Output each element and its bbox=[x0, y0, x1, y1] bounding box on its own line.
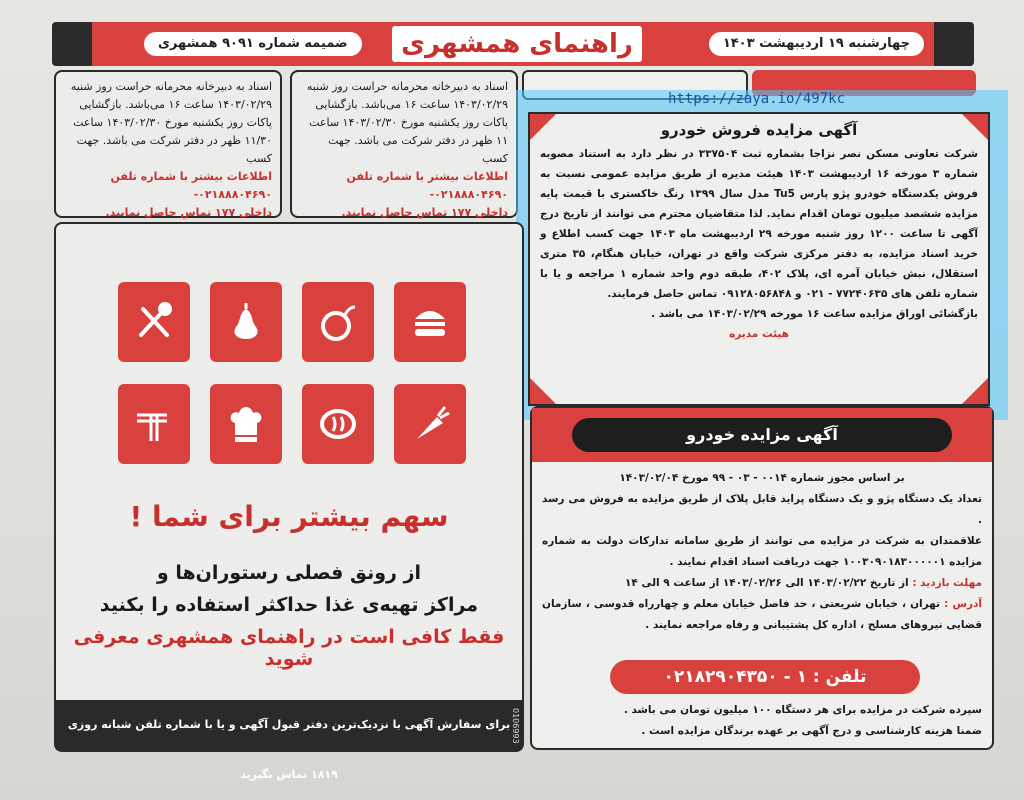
ad-line: پاکات روز یکشنبه مورخ ۱۴۰۳/۰۲/۳۰ ساعت bbox=[309, 116, 508, 129]
issue-date: چهارشنبه ۱۹ اردیبهشت ۱۴۰۳ bbox=[709, 32, 924, 56]
ad-content bbox=[542, 468, 982, 636]
tender-ad-middle bbox=[290, 70, 518, 218]
supplement-number: ضمیمه شماره ۹۰۹۱ همشهری bbox=[144, 32, 362, 56]
ad-line: داخلی ۱۷۷ تماس حاصل نمایند. bbox=[341, 206, 508, 219]
ad-closing: بازگشائی اوراق مزایده ساعت ۱۶ مورخه ۱۴۰۳/۰۲/۲۹ می باشد . bbox=[651, 308, 978, 320]
corner-ornament bbox=[530, 378, 556, 404]
pear-icon bbox=[210, 282, 282, 362]
ad-line: ۱۴۰۳/۰۲/۲۹ ساعت ۱۶ می‌باشد. بازگشایی bbox=[315, 98, 508, 111]
masthead bbox=[52, 22, 974, 66]
short-url-link[interactable]: https://zaya.io/497kc bbox=[668, 91, 846, 107]
promo-subline: مراکز تهیه‌ی غذا حداکثر استفاده را بکنید bbox=[99, 594, 479, 616]
masthead-logo: راهنمای همشهری bbox=[392, 26, 642, 62]
ad-code: 0106993 bbox=[511, 708, 520, 744]
ad-line: ۱۴۰۳/۰۲/۲۹ ساعت ۱۶ می‌باشد. بازگشایی bbox=[79, 98, 272, 111]
noodles-icon bbox=[118, 384, 190, 464]
ad-paragraph: تعداد یک دستگاه پژو و یک دستگاه پراید قابل پلاک از طریق مزایده به فروش می رسد . bbox=[542, 493, 982, 526]
masthead-cap-left bbox=[52, 22, 92, 66]
phone-badge: تلفن : ۱ - ۰۲۱۸۲۹۰۴۳۵۰ bbox=[610, 660, 920, 694]
ad-line: اسناد به دبیرخانه محرمانه حراست روز شنبه bbox=[306, 80, 508, 93]
bread-icon bbox=[302, 384, 374, 464]
ad-title: آگهی مزایده خودرو bbox=[572, 418, 952, 452]
ad-line: ۱۱ ظهر در دفتر شرکت می باشد. جهت کسب bbox=[328, 134, 508, 165]
ad-body: شرکت تعاونی مسکن نصر نزاجا بشماره ثبت ۳۳۷۵۰۴ در نظر دارد به استناد مصوبه شماره ۳ مورخه ۱۶ اردیبهشت ۱۴۰۳ هیئت مدیره از طریق مزایده عمومی نسبت به فروش یکدستگاه خودرو پژو پارس Tu5 مدل سال ۱۳۹۹ رنگ خاکستری با قیمت پایه مزایده ششصد میلیون تومان اقدام نماید. لذا متقاضیان محترم می توانند از تاریخ درج آگهی تا ساعت ۱۲۰۰ روز شنبه مورخه ۲۹ اردیبهشت ماه ۱۴۰۳ جهت کسب اطلاع و خرید اسناد مزایده، به دفتر مرکزی شرکت واقع در تهران، خیابان هنگام، ۳۵ متری استقلال، نبش خیابان آمره ای، پلاک ۴۰۲، طبقه دوم واحد شماره ۱ مراجعه و یا با شماره تلفن های ۷۷۲۴۰۶۳۵ - ۰۲۱ و ۰۹۱۲۸۰۵۶۸۴۸ تماس حاصل فرمایند. bbox=[540, 148, 979, 300]
promo-contact-bar: برای سفارش آگهی با نزدیک‌ترین دفتر قبول آگهی و یا با شماره تلفن شبانه روزی ۱۸۱۹ تماس بگیرید bbox=[56, 700, 522, 750]
promo-call-to-action: فقط کافی است در راهنمای همشهری معرفی شوید bbox=[73, 626, 505, 670]
food-icon-grid bbox=[118, 282, 464, 464]
restaurant-promo-ad bbox=[54, 222, 524, 781]
ad-signature: هیئت مدیره bbox=[729, 328, 789, 340]
car-sale-auction-ad bbox=[528, 112, 990, 406]
permit-line: بر اساس مجوز شماره ۰۰۱۴ - ۰۳ - ۹۹ مورخ ۱۴۰۳/۰۲/۰۴ bbox=[619, 472, 905, 484]
promo-subline: از رونق فصلی رستوران‌ها و bbox=[156, 562, 422, 584]
address-label: آدرس : bbox=[944, 598, 982, 610]
deadline-line bbox=[542, 573, 982, 594]
ad-paragraph: علاقمندان به شرکت در مزایده می توانند از طریق سامانه تدارکات دولت به شماره مزایده ۱۰۰۳۰۹۰۱۸۳۰۰۰۰۰۱ جهت دریافت اسناد اقدام نمایند . bbox=[542, 535, 982, 568]
ad-line: ۱۱/۳۰ ظهر در دفتر شرکت می باشد. جهت کسب bbox=[76, 134, 272, 165]
ad-line: اسناد به دبیرخانه محرمانه حراست روز شنبه bbox=[70, 80, 272, 93]
cost-note: ضمنا هزینه کارشناسی و درج آگهی بر عهده برندگان مزایده است . bbox=[641, 725, 982, 737]
ad-footer bbox=[542, 700, 982, 742]
deadline-value: از تاریخ ۱۴۰۳/۰۲/۲۲ الی ۱۴۰۳/۰۲/۲۶ از ساعت ۹ الی ۱۴ bbox=[624, 577, 909, 589]
cutlery-icon bbox=[118, 282, 190, 362]
deadline-label: مهلت بازدید : bbox=[912, 577, 982, 589]
tender-ad-left bbox=[54, 70, 282, 218]
ad-line: اطلاعات بیشتر با شماره تلفن ۰۲۱۸۸۸۰۴۶۹۰- bbox=[346, 170, 508, 201]
deposit-note: سپرده شرکت در مزایده برای هر دستگاه ۱۰۰ میلیون تومان می باشد . bbox=[623, 704, 982, 716]
promo-headline: سهم بیشتر برای شما ! bbox=[129, 500, 449, 533]
bomb-icon bbox=[302, 282, 374, 362]
ad-title: آگهی مزایده فروش خودرو bbox=[660, 121, 858, 139]
ad-line: داخلی ۱۷۷ تماس حاصل نمایند. bbox=[105, 206, 272, 219]
ad-line: پاکات روز یکشنبه مورخ ۱۴۰۳/۰۲/۳۰ ساعت bbox=[73, 116, 272, 129]
address-line bbox=[542, 594, 982, 636]
car-auction-ad bbox=[530, 406, 994, 750]
carrot-icon bbox=[394, 384, 466, 464]
address-value: تهران ، خیابان شریعتی ، حد فاصل خیابان معلم و چهارراه قدوسی ، سازمان قضایی نیروهای مسلح ، اداره کل پشتیبانی و رفاه مراجعه نمایند . bbox=[542, 598, 982, 631]
chef-hat-icon bbox=[210, 384, 282, 464]
corner-ornament bbox=[962, 378, 988, 404]
masthead-cap-right bbox=[934, 22, 974, 66]
ad-line: اطلاعات بیشتر با شماره تلفن ۰۲۱۸۸۸۰۴۶۹۰- bbox=[110, 170, 272, 201]
burger-icon bbox=[394, 282, 466, 362]
corner-ornament bbox=[530, 114, 556, 140]
corner-ornament bbox=[962, 114, 988, 140]
